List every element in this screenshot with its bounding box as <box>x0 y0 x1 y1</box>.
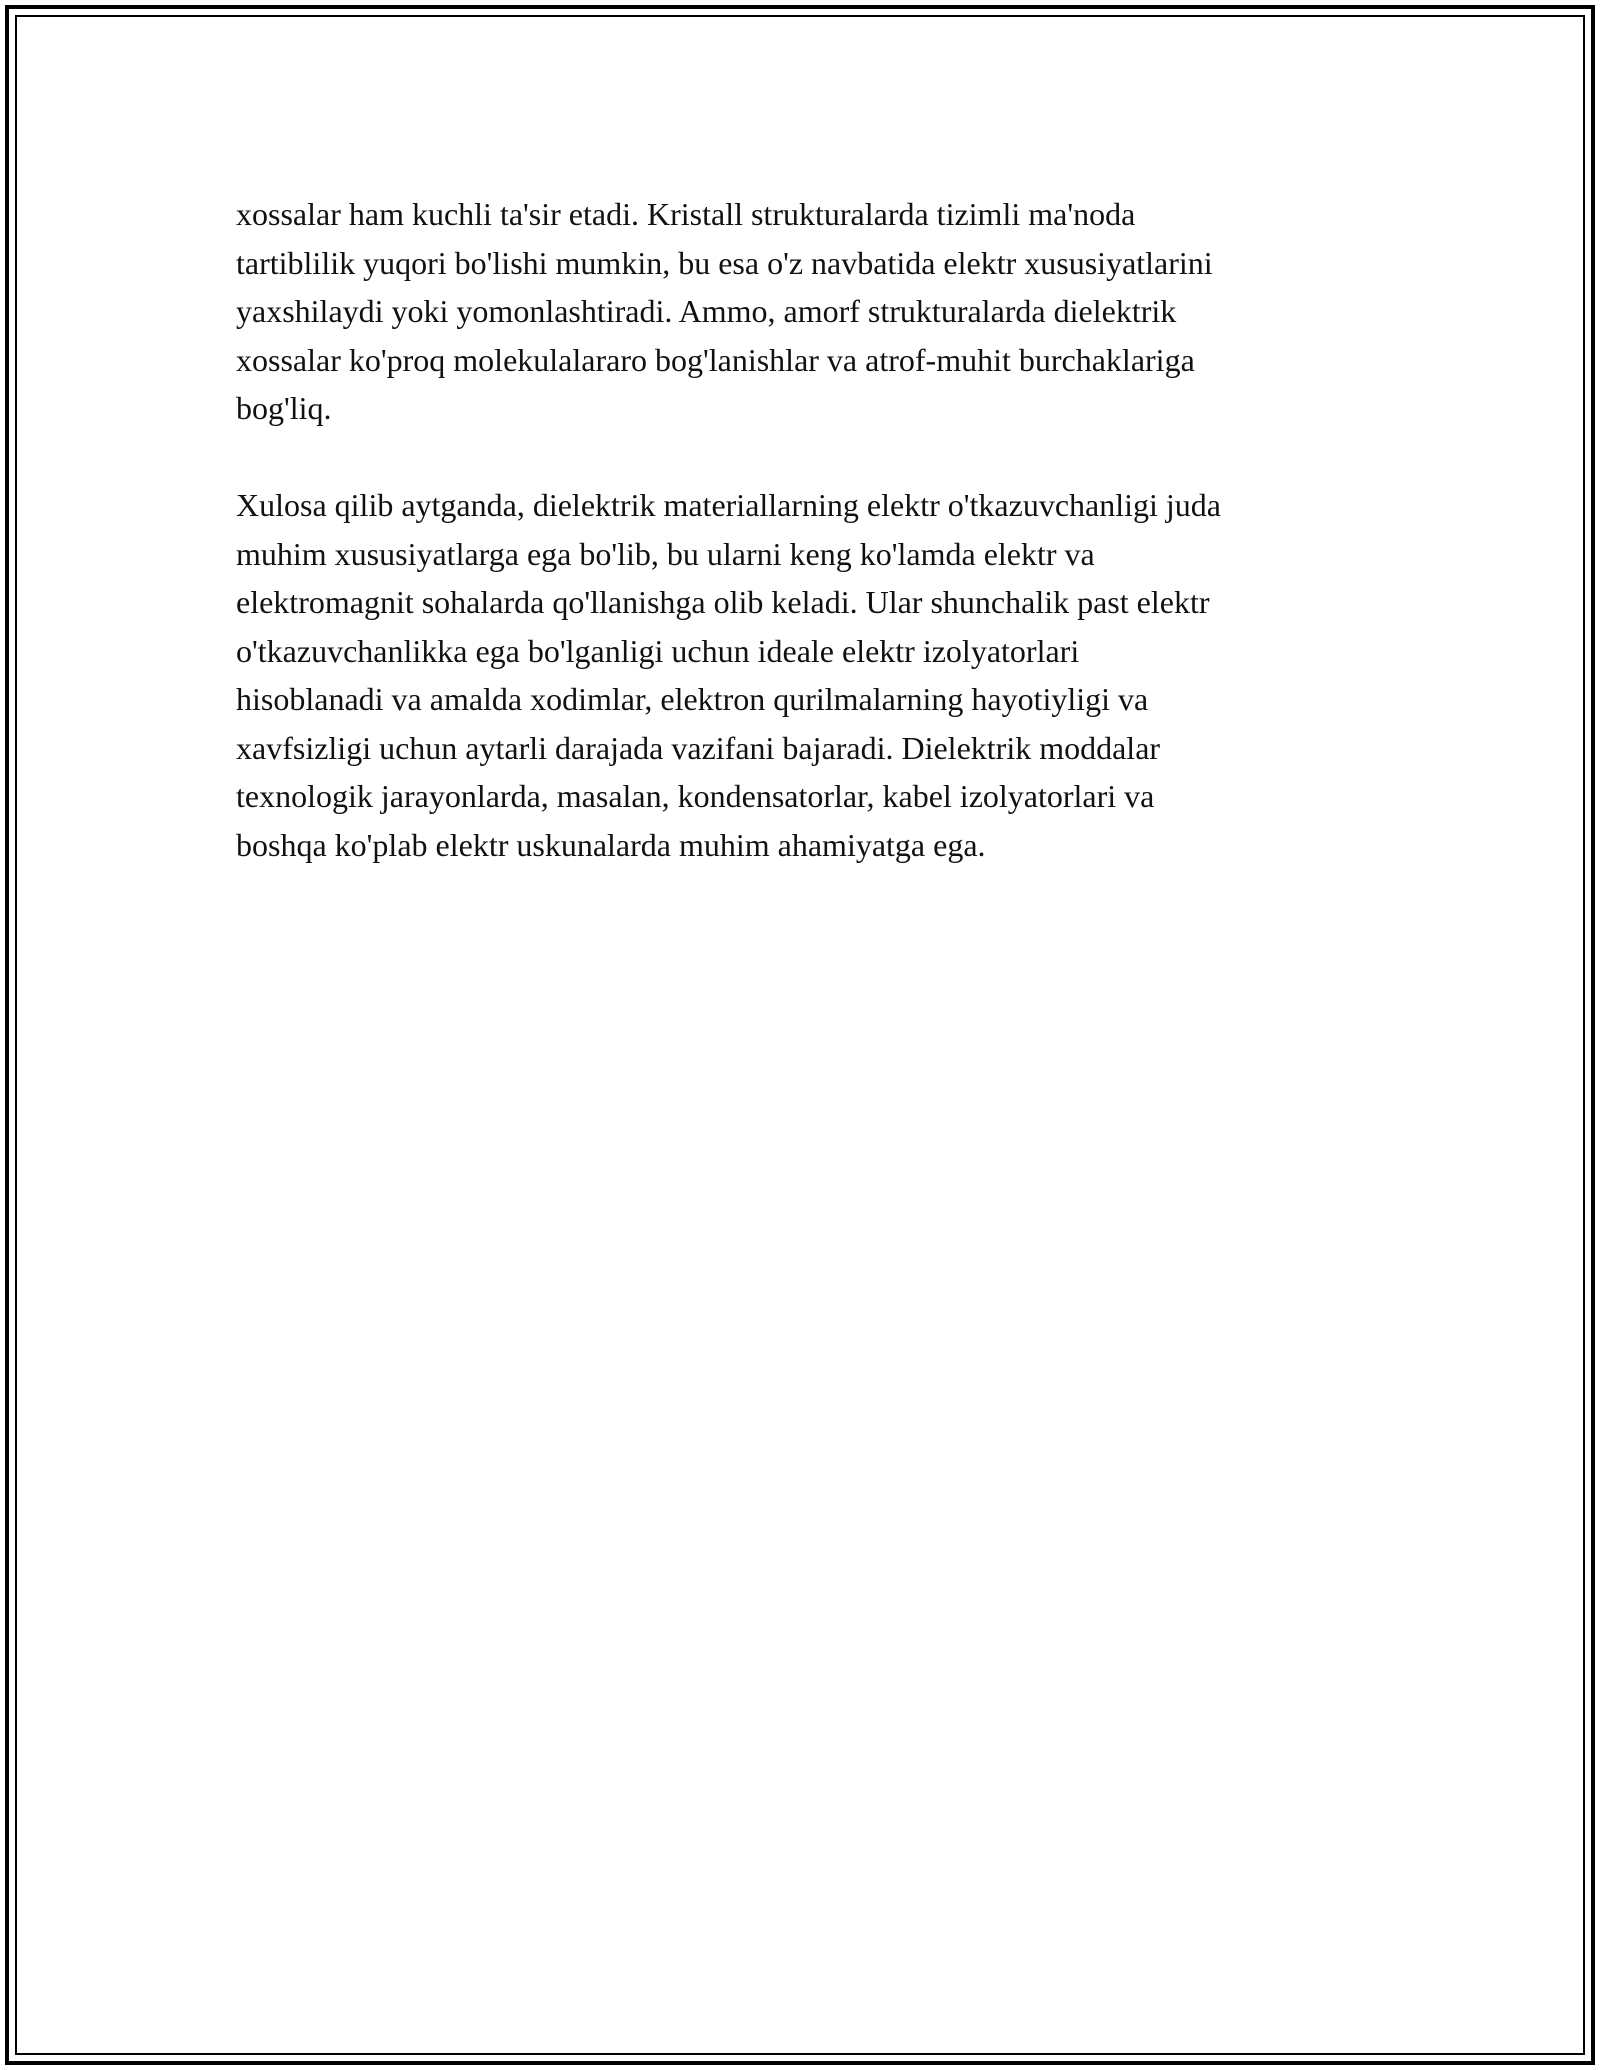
paragraph-line: bog'liq. <box>236 390 332 426</box>
paragraph-line: xossalar ko'proq molekulalararo bog'lanishlar va atrof-muhit burchaklariga <box>236 341 1195 378</box>
document-body <box>236 190 1376 869</box>
paragraph-line: muhim xususiyatlarga ega bo'lib, bu ularni keng ko'lamda elektr va <box>236 535 1095 572</box>
paragraph-line: Xulosa qilib aytganda, dielektrik materiallarning elektr o'tkazuvchanligi juda <box>236 487 1221 523</box>
paragraph-line: tartiblilik yuqori bo'lishi mumkin, bu esa o'z navbatida elektr xususiyatlarini <box>236 244 1213 281</box>
paragraph-line: boshqa ko'plab elektr uskunalarda muhim ahamiyatga ega. <box>236 826 986 863</box>
paragraph-line: elektromagnit sohalarda qo'llanishga olib keladi. Ular shunchalik past elektr <box>236 584 1210 620</box>
paragraph-2 <box>236 481 1376 869</box>
paragraph-line: xavfsizligi uchun aytarli darajada vazifani bajaradi. Dielektrik moddalar <box>236 729 1161 766</box>
paragraph-line: hisoblanadi va amalda xodimlar, elektron qurilmalarning hayotiyligi va <box>236 681 1149 717</box>
paragraph-1 <box>236 190 1376 433</box>
paragraph-line: texnologik jarayonlarda, masalan, kondensatorlar, kabel izolyatorlari va <box>236 778 1155 814</box>
paragraph-line: o'tkazuvchanlikka ega bo'lganligi uchun ideale elektr izolyatorlari <box>236 632 1080 669</box>
paragraph-line: xossalar ham kuchli ta'sir etadi. Kristall strukturalarda tizimli ma'noda <box>236 196 1136 232</box>
paragraph-line: yaxshilaydi yoki yomonlashtiradi. Ammo, amorf strukturalarda dielektrik <box>236 293 1177 329</box>
